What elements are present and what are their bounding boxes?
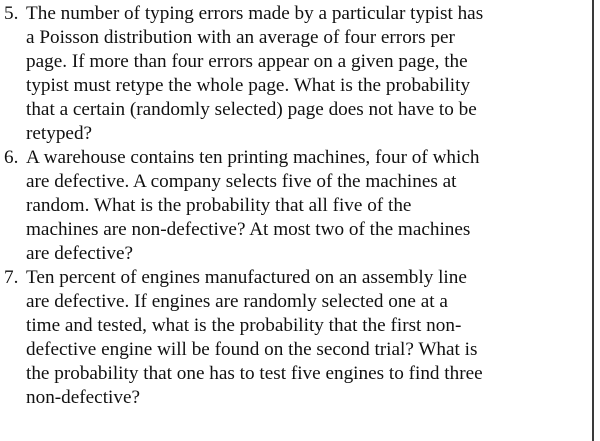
problem-5 xyxy=(4,2,580,146)
problem-text-line: are defective? xyxy=(26,243,134,264)
problem-text-line: are defective. A company selects five of the machines at xyxy=(26,171,457,192)
problem-text-line: defective engine will be found on the second trial? What is xyxy=(26,339,478,360)
problem-text-line: page. If more than four errors appear on a given page, the xyxy=(26,51,468,72)
problem-6 xyxy=(4,146,580,266)
problem-number: 7. xyxy=(4,267,19,288)
problem-text-line: typist must retype the whole page. What is the probability xyxy=(26,75,471,96)
problem-list xyxy=(4,2,580,410)
problem-text-line: that a certain (randomly selected) page does not have to be xyxy=(26,99,477,120)
problem-text-line: time and tested, what is the probability that the first non- xyxy=(26,315,462,336)
page-edge-divider xyxy=(592,0,594,441)
problem-text-line: Ten percent of engines manufactured on an assembly line xyxy=(26,267,467,288)
problem-text-line: are defective. If engines are randomly selected one at a xyxy=(26,291,448,312)
problem-text-line: random. What is the probability that all five of the xyxy=(26,195,412,216)
problem-number: 6. xyxy=(4,147,19,168)
problem-text-line: machines are non-defective? At most two of the machines xyxy=(26,219,471,240)
problem-text-line: The number of typing errors made by a particular typist has xyxy=(26,3,484,24)
problem-text-line: non-defective? xyxy=(26,387,140,408)
problem-number: 5. xyxy=(4,3,19,24)
problem-text-line: the probability that one has to test five engines to find three xyxy=(26,363,483,384)
problem-text-line: a Poisson distribution with an average of four errors per xyxy=(26,27,455,48)
problem-7 xyxy=(4,266,580,410)
problem-text-line: A warehouse contains ten printing machines, four of which xyxy=(26,147,480,168)
problem-text-line: retyped? xyxy=(26,123,93,144)
